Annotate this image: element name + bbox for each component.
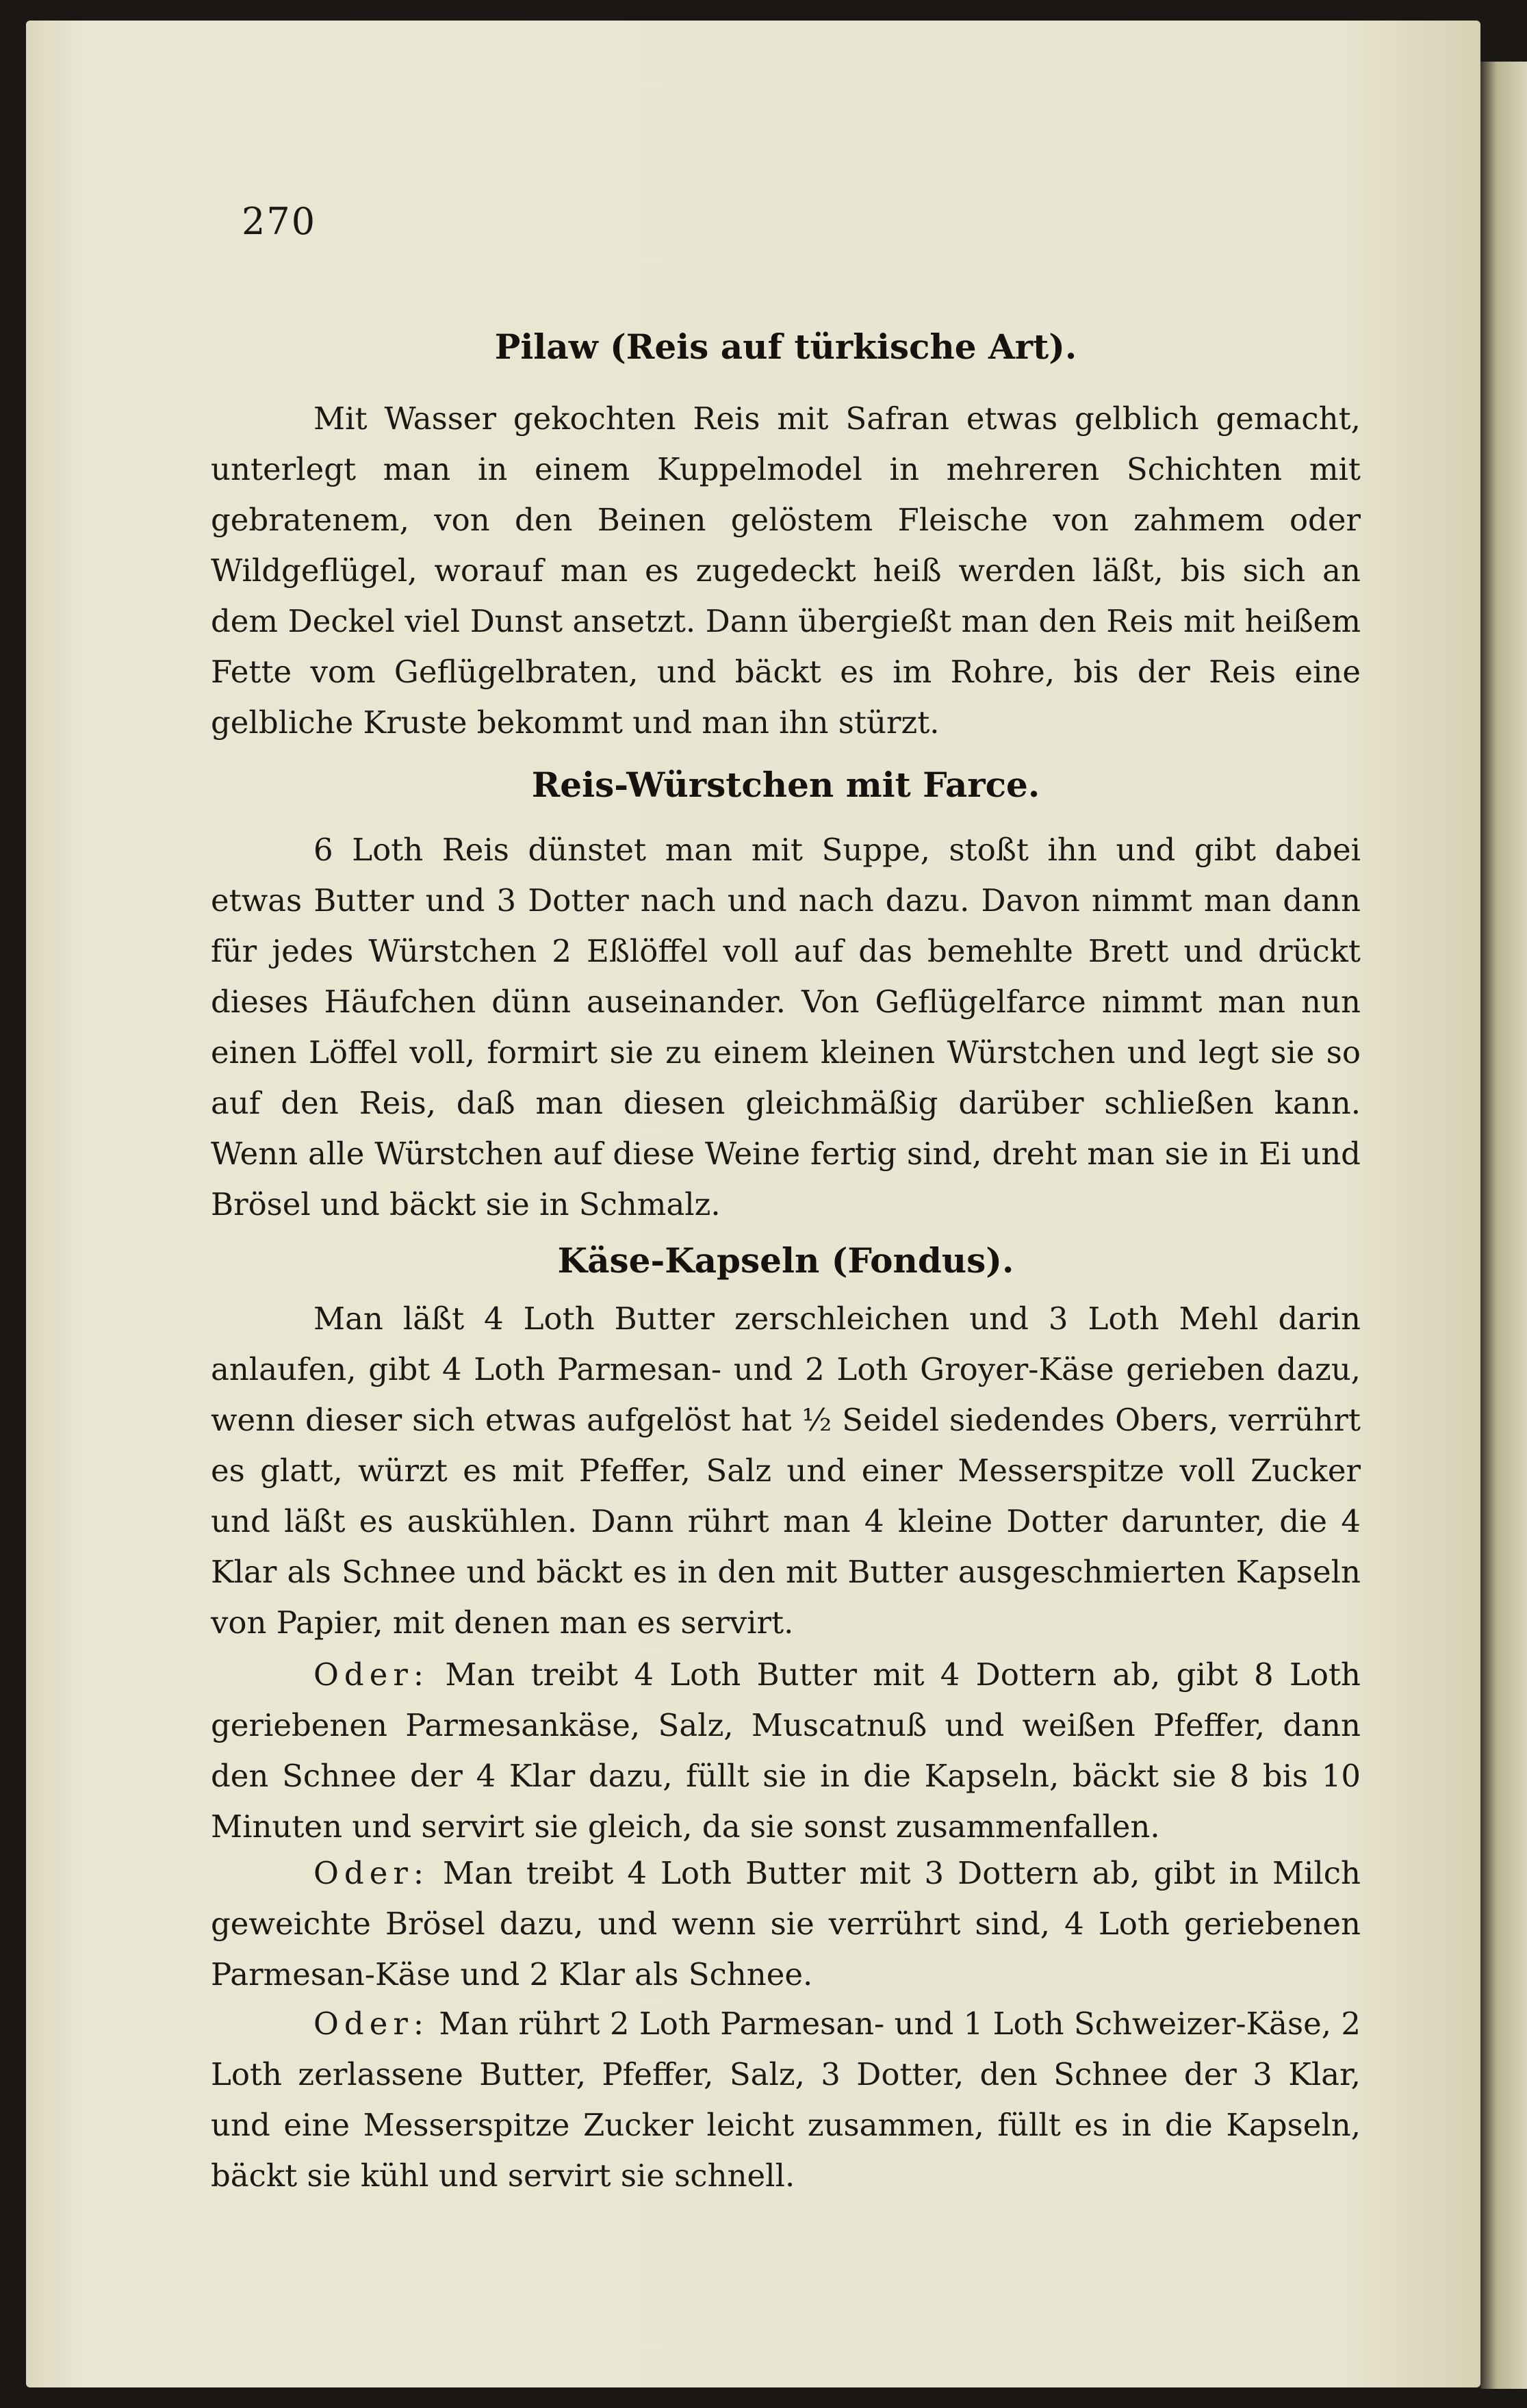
paragraph-body: Man rührt 2 Loth Parmesan- und 1 Loth Schweizer-Käse, 2 Loth zerlassene Butter, Pfeffer, Salz, 3 Dotter, den Schnee der 3 Klar, und eine Messerspitze Zucker leicht zusammen, füllt es in die Kapseln, bäckt sie kühl und servirt sie schnell.	[211, 2006, 1361, 2194]
paragraph-pilaw: Mit Wasser gekochten Reis mit Safran etwas gelblich gemacht, unterlegt man in einem Kuppelmodel in mehreren Schichten mit gebratenem, von den Beinen gelöstem Fleische von zahmem oder Wildgeflügel, worauf man es zugedeckt heiß werden läßt, bis sich an dem Deckel viel Dunst ansetzt. Dann übergießt man den Reis mit heißem Fette vom Geflügelbraten, und bäckt es im Rohre, bis der Reis eine gelbliche Kruste bekommt und man ihn stürzt.	[211, 400, 1361, 741]
paragraph-kaese-kapseln-2	[211, 1650, 1361, 1852]
paragraph-kaese-kapseln-4	[211, 1999, 1361, 2201]
heading-pilaw: Pilaw (Reis auf türkische Art).	[494, 326, 1077, 367]
paragraph-reis-wuerstchen: 6 Loth Reis dünstet man mit Suppe, stoßt ihn und gibt dabei etwas Butter und 3 Dotter nach und nach dazu. Davon nimmt man dann für jedes Würstchen 2 Eßlöffel voll auf das bemehlte Brett und drückt dieses Häufchen dünn auseinander. Von Geflügelfarce nimmt man nun einen Löffel voll, formirt sie zu einem kleinen Würstchen und legt sie so auf den Reis, daß man diesen gleichmäßig darüber schließen kann. Wenn alle Würstchen auf diese Weine fertig sind, dreht man sie in Ei und Brösel und bäckt sie in Schmalz.	[211, 832, 1361, 1222]
page-number: 270	[242, 200, 317, 243]
paragraph-kaese-kapseln-3	[211, 1848, 1361, 2000]
book-page	[26, 21, 1480, 2387]
paragraph-lead-word: Oder:	[313, 1656, 430, 1693]
paragraph-body: Man treibt 4 Loth Butter mit 3 Dottern ab, gibt in Milch geweichte Brösel dazu, und wenn sie verrührt sind, 4 Loth geriebenen Parmesan-Käse und 2 Klar als Schnee.	[211, 1855, 1361, 1993]
heading-reis-wuerstchen: Reis-Würstchen mit Farce.	[531, 765, 1040, 805]
paragraph-lead-word: Oder:	[313, 1855, 430, 1891]
paragraph-lead-word: Oder:	[313, 2006, 430, 2042]
paragraph-kaese-kapseln-1: Man läßt 4 Loth Butter zerschleichen und 3 Loth Mehl darin anlaufen, gibt 4 Loth Parmesan- und 2 Loth Groyer-Käse gerieben dazu, wenn dieser sich etwas aufgelöst hat ½ Seidel siedendes Obers, verrührt es glatt, würzt es mit Pfeffer, Salz und einer Messerspitze voll Zucker und läßt es auskühlen. Dann rührt man 4 kleine Dotter darunter, die 4 Klar als Schnee und bäckt es in den mit Butter ausgeschmierten Kapseln von Papier, mit denen man es servirt.	[211, 1301, 1361, 1641]
next-page-edge	[1480, 62, 1527, 2389]
paragraph-body: Man treibt 4 Loth Butter mit 4 Dottern ab, gibt 8 Loth geriebenen Parmesankäse, Salz, Muscatnuß und weißen Pfeffer, dann den Schnee der 4 Klar dazu, füllt sie in die Kapseln, bäckt sie 8 bis 10 Minuten und servirt sie gleich, da sie sonst zusammenfallen.	[211, 1656, 1361, 1845]
heading-kaese-kapseln: Käse-Kapseln (Fondus).	[557, 1240, 1014, 1281]
